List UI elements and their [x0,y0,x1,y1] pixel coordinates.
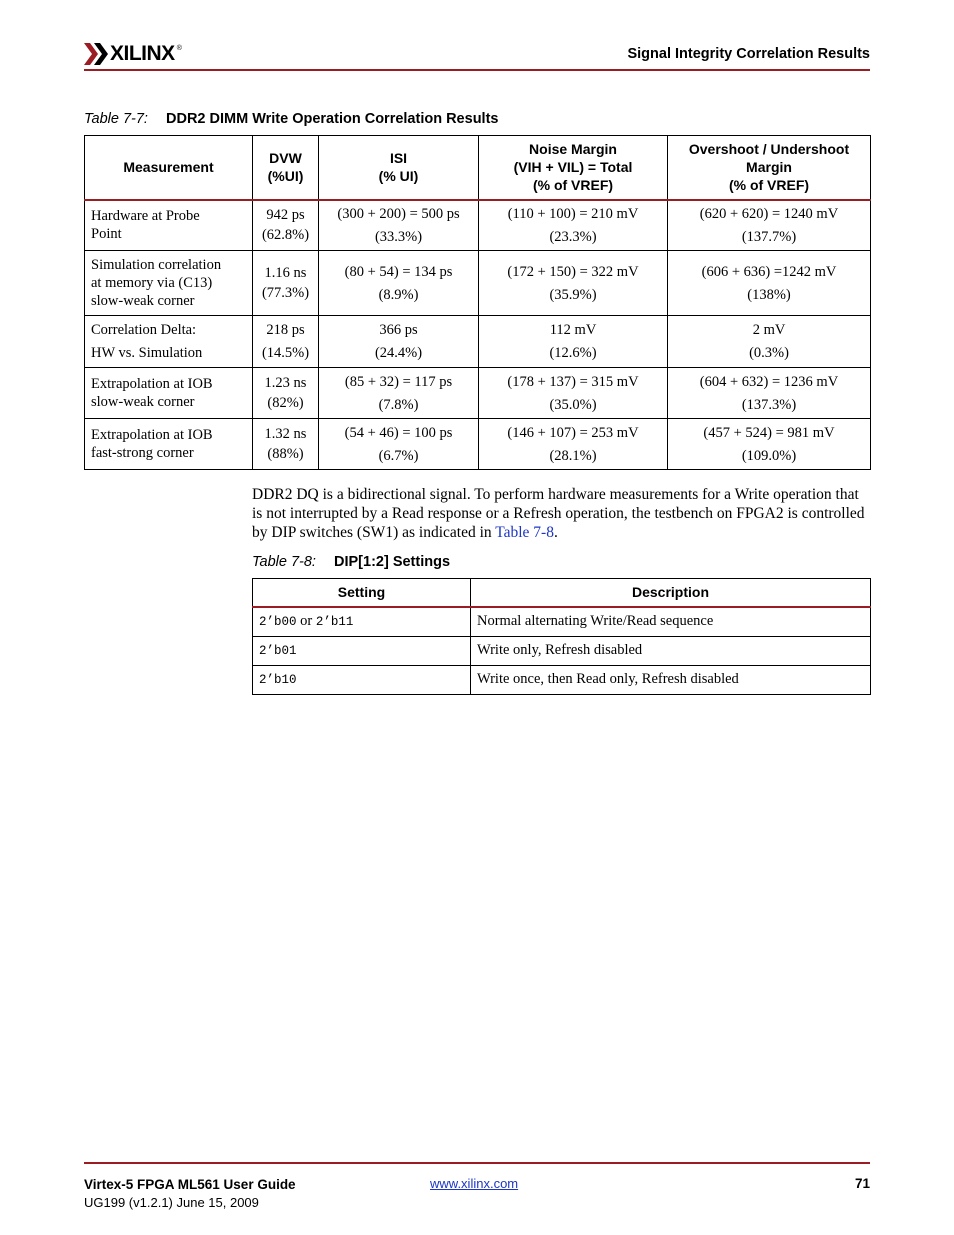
table-row [85,419,871,470]
cell-noise-margin: (172 + 150) = 322 mV (35.9%) [479,251,668,316]
header-setting: Setting [253,579,471,607]
footer-doc-info [84,1176,296,1212]
cell-noise-margin: (110 + 100) = 210 mV (23.3%) [479,200,668,251]
correlation-results-table [84,135,871,470]
cell-isi: (54 + 46) = 100 ps (6.7%) [319,419,479,470]
table-7-7-number: Table 7-7: [84,111,148,127]
table-row [85,368,871,419]
cell-dvw: 218 ps (14.5%) [253,316,319,368]
table-row [85,251,871,316]
header-noise-margin: Noise Margin (VIH + VIL) = Total (% of VREF) [479,136,668,200]
footer-url-link[interactable]: www.xilinx.com [430,1176,519,1191]
section-title: Signal Integrity Correlation Results [627,46,870,62]
cell-measurement: Extrapolation at IOB slow-weak corner [85,368,253,419]
table-header-row [253,579,871,607]
cell-setting: 2’b00 or 2’b11 [253,607,471,637]
cell-overshoot: 2 mV (0.3%) [668,316,871,368]
cell-noise-margin: (146 + 107) = 253 mV (28.1%) [479,419,668,470]
footer-rule [84,1162,870,1164]
table-header-row [85,136,871,200]
table-row [253,607,871,637]
footer-doc-id: UG199 (v1.2.1) June 15, 2009 [84,1195,259,1210]
header-rule [84,69,870,71]
header-measurement: Measurement [85,136,253,200]
table-7-8-title: DIP[1:2] Settings [334,554,451,570]
cell-setting: 2’b01 [253,636,471,665]
cell-dvw: 1.32 ns (88%) [253,419,319,470]
xilinx-x-icon [84,41,108,67]
table-7-7-caption [84,111,498,127]
cell-measurement: Simulation correlation at memory via (C13) slow-weak corner [85,251,253,316]
table-row [85,200,871,251]
header-description: Description [471,579,871,607]
cell-measurement: Hardware at Probe Point [85,200,253,251]
body-paragraph: DDR2 DQ is a bidirectional signal. To perform hardware measurements for a Write operation that is not interrupted by a Read response or a Refresh operation, the testbench on FPGA2 is controlled by DIP switches (SW1) as indicated in Table 7-8. [252,486,865,541]
xilinx-logo [84,40,182,68]
table-row [253,636,871,665]
table-7-8-number: Table 7-8: [252,554,316,570]
table-row [253,665,871,694]
cell-dvw: 1.16 ns (77.3%) [253,251,319,316]
cell-overshoot: (604 + 632) = 1236 mV (137.3%) [668,368,871,419]
cell-description: Write once, then Read only, Refresh disabled [471,665,871,694]
header-overshoot-margin: Overshoot / Undershoot Margin (% of VREF) [668,136,871,200]
cell-isi: (80 + 54) = 134 ps (8.9%) [319,251,479,316]
cell-isi: (85 + 32) = 117 ps (7.8%) [319,368,479,419]
dip-settings-table [252,578,871,695]
cell-setting: 2’b10 [253,665,471,694]
cell-noise-margin: 112 mV (12.6%) [479,316,668,368]
logo-text: XILINX [110,42,175,65]
table-row [85,316,871,368]
cell-noise-margin: (178 + 137) = 315 mV (35.0%) [479,368,668,419]
cell-isi: 366 ps (24.4%) [319,316,479,368]
cell-overshoot: (457 + 524) = 981 mV (109.0%) [668,419,871,470]
cell-description: Write only, Refresh disabled [471,636,871,665]
table-7-7-title: DDR2 DIMM Write Operation Correlation Results [166,111,499,127]
cell-dvw: 1.23 ns (82%) [253,368,319,419]
table-7-8-caption [252,554,450,570]
header-dvw: DVW (%UI) [253,136,319,200]
cell-measurement: Extrapolation at IOB fast-strong corner [85,419,253,470]
cell-dvw: 942 ps (62.8%) [253,200,319,251]
cell-overshoot: (620 + 620) = 1240 mV (137.7%) [668,200,871,251]
logo-registered-mark: ® [176,44,182,52]
cell-measurement: Correlation Delta: HW vs. Simulation [85,316,253,368]
page-number: 71 [854,1176,870,1191]
table-7-8-link[interactable]: Table 7-8 [495,524,554,541]
footer-guide-title: Virtex-5 FPGA ML561 User Guide [84,1177,296,1192]
cell-isi: (300 + 200) = 500 ps (33.3%) [319,200,479,251]
cell-description: Normal alternating Write/Read sequence [471,607,871,637]
header-isi: ISI (% UI) [319,136,479,200]
cell-overshoot: (606 + 636) =1242 mV (138%) [668,251,871,316]
